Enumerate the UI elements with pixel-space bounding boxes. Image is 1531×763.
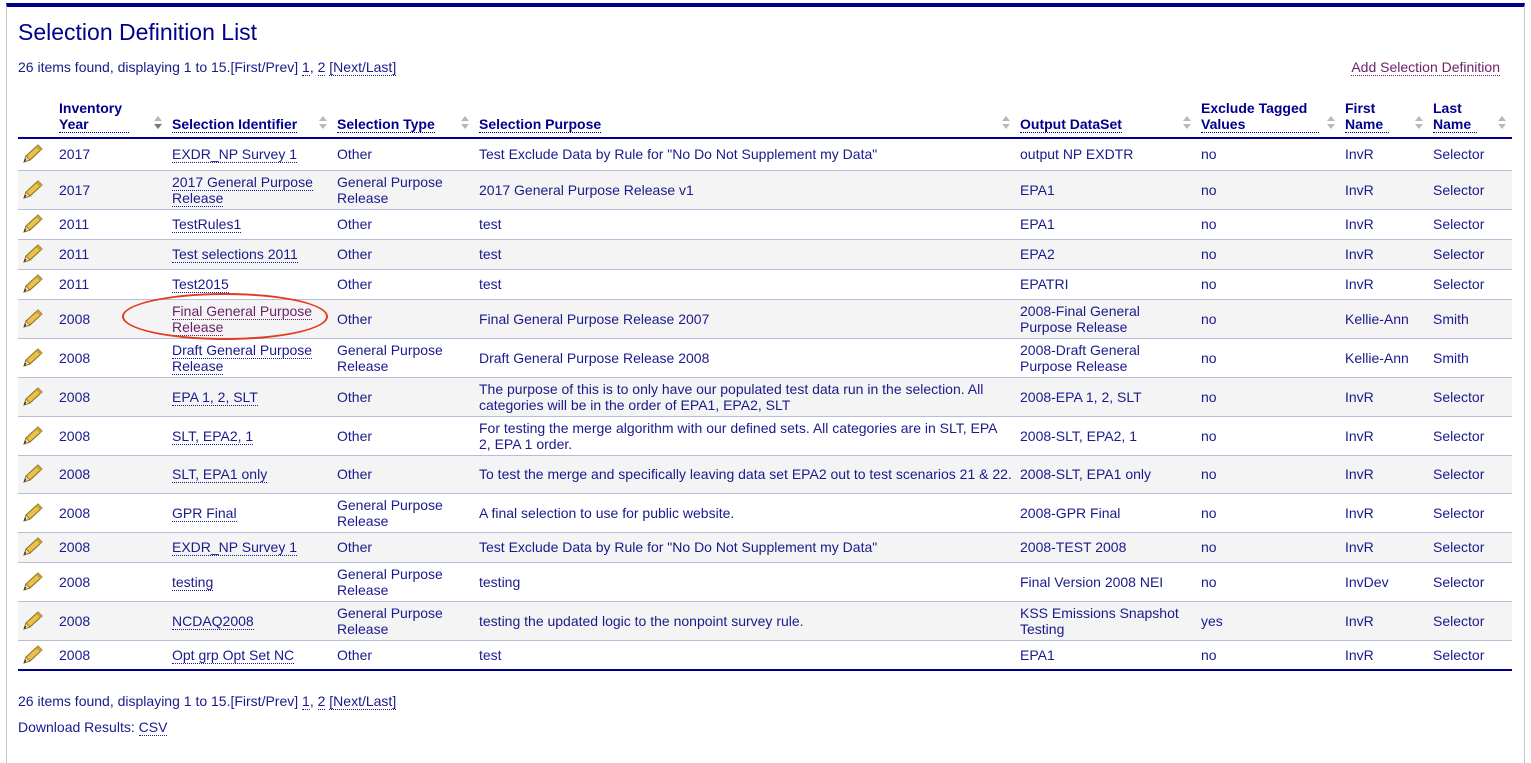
cell-inventory-year: 2008 (55, 416, 168, 455)
cell-exclude-tagged-values: no (1197, 416, 1341, 455)
sort-arrows-icon[interactable] (1183, 116, 1191, 130)
cell-selection-type: Other (333, 416, 475, 455)
cell-exclude-tagged-values: no (1197, 455, 1341, 493)
sort-arrows-icon[interactable] (1327, 116, 1335, 130)
table-row (18, 532, 1512, 562)
pencil-icon[interactable] (22, 180, 44, 200)
cell-first-name: InvR (1341, 640, 1429, 670)
page-title: Selection Definition List (18, 19, 258, 45)
pager-page-1-link[interactable]: 1 (302, 693, 310, 709)
pager-next-last-link[interactable]: [Next/Last] (329, 693, 397, 709)
cell-selection-purpose: Draft General Purpose Release 2008 (475, 338, 1016, 377)
cell-selection-purpose: Final General Purpose Release 2007 (475, 299, 1016, 338)
cell-output-dataset: 2008-TEST 2008 (1016, 532, 1197, 562)
cell-selection-purpose: The purpose of this is to only have our populated test data run in the selection. All categories will be in the order of EPA1, EPA2, SLT (475, 377, 1016, 416)
table-row (18, 562, 1512, 601)
cell-selection-purpose: test (475, 209, 1016, 239)
cell-exclude-tagged-values: no (1197, 138, 1341, 170)
cell-last-name: Selector (1429, 493, 1512, 532)
table-row (18, 493, 1512, 532)
pager-first-prev: [First/Prev] (230, 59, 299, 75)
cell-selection-purpose: A final selection to use for public website. (475, 493, 1016, 532)
cell-selection-identifier (168, 416, 333, 455)
pencil-icon[interactable] (22, 274, 44, 294)
cell-selection-identifier (168, 455, 333, 493)
cell-selection-identifier (168, 377, 333, 416)
sort-arrows-icon[interactable] (1002, 116, 1010, 130)
pager-page-2-link[interactable]: 2 (317, 59, 326, 75)
cell-selection-identifier (168, 338, 333, 377)
table-row (18, 455, 1512, 493)
pencil-icon[interactable] (22, 244, 44, 264)
cell-inventory-year: 2008 (55, 377, 168, 416)
cell-output-dataset: EPA1 (1016, 170, 1197, 209)
cell-exclude-tagged-values: no (1197, 209, 1341, 239)
cell-output-dataset: output NP EXDTR (1016, 138, 1197, 170)
edit-cell[interactable] (18, 416, 55, 455)
pencil-icon[interactable] (22, 611, 44, 631)
pencil-icon[interactable] (22, 503, 44, 523)
pencil-icon[interactable] (22, 348, 44, 368)
edit-cell[interactable] (18, 562, 55, 601)
cell-selection-purpose: test (475, 640, 1016, 670)
cell-output-dataset: EPATRI (1016, 269, 1197, 299)
cell-first-name: InvDev (1341, 562, 1429, 601)
cell-inventory-year: 2008 (55, 601, 168, 640)
pager-page-1-link[interactable]: 1 (302, 59, 310, 75)
cell-last-name: Selector (1429, 601, 1512, 640)
cell-last-name: Selector (1429, 239, 1512, 269)
table-row (18, 239, 1512, 269)
edit-cell[interactable] (18, 138, 55, 170)
pencil-icon[interactable] (22, 537, 44, 557)
cell-first-name: InvR (1341, 138, 1429, 170)
cell-selection-identifier (168, 170, 333, 209)
cell-inventory-year: 2008 (55, 640, 168, 670)
selection-identifier-link[interactable]: Test2015 (172, 276, 229, 292)
cell-selection-type: Other (333, 239, 475, 269)
cell-selection-identifier (168, 562, 333, 601)
cell-selection-identifier (168, 239, 333, 269)
pager-bottom: 26 items found, displaying 1 to 15.[First/Prev] 1, 2 [Next/Last] (18, 693, 397, 709)
pager-summary: 26 items found, displaying 1 to 15. (18, 693, 231, 709)
edit-cell[interactable] (18, 338, 55, 377)
table-row (18, 138, 1512, 170)
cell-inventory-year: 2011 (55, 269, 168, 299)
cell-exclude-tagged-values: no (1197, 493, 1341, 532)
cell-first-name: InvR (1341, 416, 1429, 455)
cell-output-dataset: EPA2 (1016, 239, 1197, 269)
selection-identifier-link[interactable]: testing (172, 573, 214, 590)
table-row (18, 170, 1512, 209)
cell-selection-identifier (168, 640, 333, 670)
edit-cell[interactable] (18, 170, 55, 209)
cell-selection-purpose: test (475, 269, 1016, 299)
sort-arrows-icon[interactable] (1415, 116, 1423, 130)
edit-cell[interactable] (18, 601, 55, 640)
cell-inventory-year: 2017 (55, 170, 168, 209)
download-results (18, 719, 167, 735)
pager-summary: 26 items found, displaying 1 to 15. (18, 59, 231, 75)
cell-exclude-tagged-values: no (1197, 532, 1341, 562)
header-selection-identifier[interactable]: Selection Identifier (168, 97, 333, 138)
cell-first-name: InvR (1341, 239, 1429, 269)
header-last-name[interactable]: Last Name (1429, 97, 1512, 138)
cell-selection-identifier (168, 269, 333, 299)
pager-first-prev: [First/Prev] (230, 693, 299, 709)
cell-last-name: Selector (1429, 138, 1512, 170)
edit-cell[interactable] (18, 269, 55, 299)
cell-selection-identifier (168, 299, 333, 338)
cell-last-name: Selector (1429, 416, 1512, 455)
cell-inventory-year: 2008 (55, 532, 168, 562)
cell-selection-type: Other (333, 138, 475, 170)
cell-exclude-tagged-values: no (1197, 562, 1341, 601)
cell-exclude-tagged-values: no (1197, 377, 1341, 416)
edit-cell[interactable] (18, 239, 55, 269)
pencil-icon[interactable] (22, 572, 44, 592)
table-row (18, 601, 1512, 640)
add-selection-definition-link[interactable]: Add Selection Definition (1351, 59, 1500, 75)
cell-output-dataset: 2008-Final General Purpose Release (1016, 299, 1197, 338)
cell-exclude-tagged-values: no (1197, 640, 1341, 670)
cell-first-name: InvR (1341, 455, 1429, 493)
selection-identifier-link[interactable]: EXDR_NP Survey 1 (172, 146, 298, 163)
cell-last-name: Smith (1429, 338, 1512, 377)
pager-page-2-link[interactable]: 2 (317, 693, 326, 709)
header-first-name[interactable]: First Name (1341, 97, 1429, 138)
table-row (18, 416, 1512, 455)
download-csv-link[interactable]: CSV (138, 719, 168, 735)
table-row (18, 377, 1512, 416)
header-selection-type[interactable]: Selection Type (333, 97, 475, 138)
cell-selection-type: Other (333, 532, 475, 562)
cell-selection-purpose: For testing the merge algorithm with our defined sets. All categories are in SLT, EPA 2, EPA 1 order. (475, 416, 1016, 455)
cell-output-dataset: 2008-GPR Final (1016, 493, 1197, 532)
cell-selection-type: General Purpose Release (333, 170, 475, 209)
download-label: Download Results: (18, 719, 135, 735)
selection-identifier-link[interactable]: SLT, EPA2, 1 (172, 427, 254, 444)
pager-top: 26 items found, displaying 1 to 15.[First/Prev] 1, 2 [Next/Last] (18, 59, 397, 75)
cell-first-name: InvR (1341, 493, 1429, 532)
table-row (18, 209, 1512, 239)
cell-last-name: Selector (1429, 562, 1512, 601)
pencil-icon[interactable] (22, 144, 44, 164)
pager-next-last-link[interactable]: [Next/Last] (329, 59, 397, 75)
cell-inventory-year: 2008 (55, 562, 168, 601)
sort-arrows-icon[interactable] (461, 116, 469, 130)
cell-inventory-year: 2008 (55, 299, 168, 338)
pencil-icon[interactable] (22, 464, 44, 484)
sort-arrows-icon[interactable] (154, 116, 162, 130)
cell-selection-purpose: To test the merge and specifically leaving data set EPA2 out to test scenarios 21 & 22. (475, 455, 1016, 493)
header-selection-purpose[interactable]: Selection Purpose (475, 97, 1016, 138)
cell-last-name: Selector (1429, 209, 1512, 239)
table-row (18, 338, 1512, 377)
cell-inventory-year: 2008 (55, 493, 168, 532)
cell-selection-identifier (168, 532, 333, 562)
cell-last-name: Smith (1429, 299, 1512, 338)
edit-cell[interactable] (18, 455, 55, 493)
cell-inventory-year: 2008 (55, 455, 168, 493)
selection-identifier-link[interactable]: NCDAQ2008 (172, 612, 254, 629)
sort-arrows-icon[interactable] (1498, 116, 1506, 130)
table-row (18, 299, 1512, 338)
cell-first-name: Kellie-Ann (1341, 338, 1429, 377)
cell-selection-type: Other (333, 377, 475, 416)
cell-inventory-year: 2011 (55, 239, 168, 269)
header-edit (18, 97, 55, 138)
selection-identifier-link[interactable]: Test selections 2011 (172, 246, 298, 262)
selection-identifier-link[interactable]: EXDR_NP Survey 1 (172, 539, 298, 555)
sort-arrows-icon[interactable] (319, 116, 327, 130)
cell-inventory-year: 2017 (55, 138, 168, 170)
cell-selection-type: Other (333, 455, 475, 493)
cell-selection-type: General Purpose Release (333, 601, 475, 640)
cell-output-dataset: 2008-Draft General Purpose Release (1016, 338, 1197, 377)
cell-first-name: InvR (1341, 269, 1429, 299)
cell-first-name: InvR (1341, 377, 1429, 416)
edit-cell[interactable] (18, 299, 55, 338)
cell-selection-type: General Purpose Release (333, 493, 475, 532)
cell-selection-type: Other (333, 299, 475, 338)
edit-cell[interactable] (18, 377, 55, 416)
header-inventory-year[interactable]: Inventory Year (55, 97, 168, 138)
cell-selection-identifier (168, 601, 333, 640)
cell-last-name: Selector (1429, 170, 1512, 209)
pencil-icon[interactable] (22, 309, 44, 329)
cell-first-name: Kellie-Ann (1341, 299, 1429, 338)
cell-first-name: InvR (1341, 601, 1429, 640)
selection-identifier-link[interactable]: EPA 1, 2, SLT (172, 388, 258, 405)
cell-selection-identifier (168, 209, 333, 239)
cell-last-name: Selector (1429, 377, 1512, 416)
table-row (18, 640, 1512, 670)
selection-identifier-link[interactable]: GPR Final (172, 504, 237, 521)
selection-table (18, 97, 1512, 671)
pencil-icon[interactable] (22, 645, 44, 665)
selection-identifier-link[interactable]: Final General Purpose Release (172, 302, 313, 335)
cell-first-name: InvR (1341, 532, 1429, 562)
cell-selection-type: Other (333, 209, 475, 239)
cell-selection-type: Other (333, 640, 475, 670)
header-output-dataset[interactable]: Output DataSet (1016, 97, 1197, 138)
cell-last-name: Selector (1429, 640, 1512, 670)
cell-last-name: Selector (1429, 532, 1512, 562)
selection-identifier-link[interactable]: TestRules1 (172, 216, 242, 232)
cell-selection-purpose: Test Exclude Data by Rule for "No Do Not Supplement my Data" (475, 532, 1016, 562)
cell-selection-purpose: testing (475, 562, 1016, 601)
cell-output-dataset: 2008-SLT, EPA2, 1 (1016, 416, 1197, 455)
pencil-icon[interactable] (22, 426, 44, 446)
cell-inventory-year: 2008 (55, 338, 168, 377)
pencil-icon[interactable] (22, 214, 44, 234)
header-exclude-tagged-values[interactable]: Exclude Tagged Values (1197, 97, 1341, 138)
cell-exclude-tagged-values: no (1197, 239, 1341, 269)
table-header-row (18, 97, 1512, 138)
edit-cell[interactable] (18, 640, 55, 670)
cell-selection-identifier (168, 138, 333, 170)
cell-first-name: InvR (1341, 170, 1429, 209)
cell-selection-type: Other (333, 269, 475, 299)
edit-cell[interactable] (18, 493, 55, 532)
cell-last-name: Selector (1429, 455, 1512, 493)
cell-output-dataset: 2008-SLT, EPA1 only (1016, 455, 1197, 493)
selection-identifier-link[interactable]: SLT, EPA1 only (172, 466, 268, 482)
cell-selection-identifier (168, 493, 333, 532)
cell-last-name: Selector (1429, 269, 1512, 299)
cell-selection-purpose: Test Exclude Data by Rule for "No Do Not Supplement my Data" (475, 138, 1016, 170)
cell-exclude-tagged-values: no (1197, 338, 1341, 377)
cell-exclude-tagged-values: no (1197, 299, 1341, 338)
cell-output-dataset: KSS Emissions Snapshot Testing (1016, 601, 1197, 640)
cell-selection-type: General Purpose Release (333, 338, 475, 377)
cell-inventory-year: 2011 (55, 209, 168, 239)
cell-output-dataset: Final Version 2008 NEI (1016, 562, 1197, 601)
edit-cell[interactable] (18, 532, 55, 562)
cell-first-name: InvR (1341, 209, 1429, 239)
cell-output-dataset: 2008-EPA 1, 2, SLT (1016, 377, 1197, 416)
cell-selection-purpose: testing the updated logic to the nonpoint survey rule. (475, 601, 1016, 640)
cell-exclude-tagged-values: no (1197, 170, 1341, 209)
table-row (18, 269, 1512, 299)
cell-selection-type: General Purpose Release (333, 562, 475, 601)
cell-exclude-tagged-values: yes (1197, 601, 1341, 640)
edit-cell[interactable] (18, 209, 55, 239)
selection-identifier-link[interactable]: Opt grp Opt Set NC (172, 646, 295, 663)
cell-exclude-tagged-values: no (1197, 269, 1341, 299)
pencil-icon[interactable] (22, 387, 44, 407)
cell-selection-purpose: test (475, 239, 1016, 269)
cell-selection-purpose: 2017 General Purpose Release v1 (475, 170, 1016, 209)
selection-identifier-link[interactable]: 2017 General Purpose Release (172, 173, 313, 206)
cell-output-dataset: EPA1 (1016, 640, 1197, 670)
cell-output-dataset: EPA1 (1016, 209, 1197, 239)
selection-identifier-link[interactable]: Draft General Purpose Release (172, 341, 313, 374)
